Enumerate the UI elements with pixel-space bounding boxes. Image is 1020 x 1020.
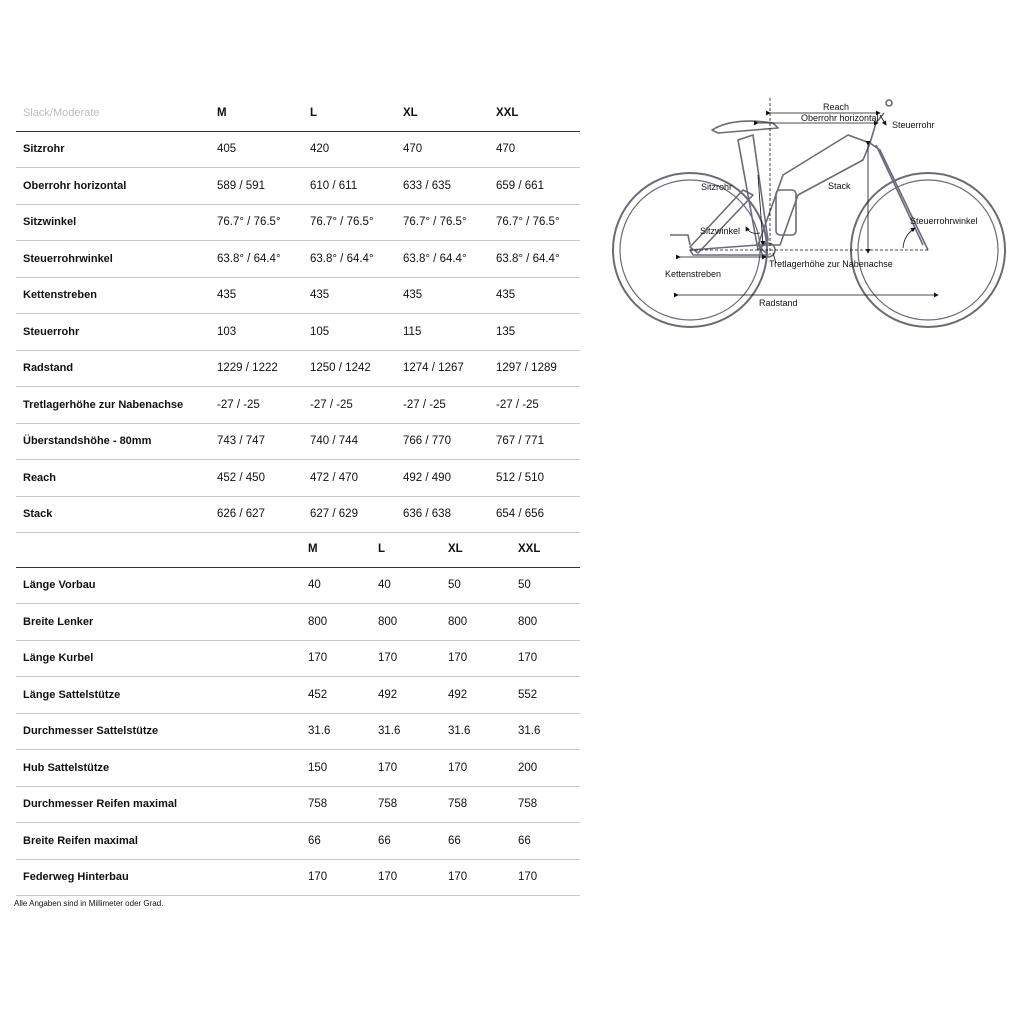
geometry-row bbox=[16, 387, 580, 424]
geometry-row bbox=[16, 168, 580, 205]
geometry-row bbox=[16, 241, 580, 278]
geometry-cell: 435 bbox=[310, 289, 330, 302]
components-body bbox=[16, 568, 580, 897]
label-reach: Reach bbox=[823, 102, 850, 112]
component-cell: 200 bbox=[518, 761, 538, 774]
geometry-variant-label: Slack/Moderate bbox=[23, 106, 100, 119]
geometry-row bbox=[16, 278, 580, 315]
components-table bbox=[16, 531, 580, 896]
component-cell: 66 bbox=[308, 834, 321, 847]
geometry-row-label: Steuerrohr bbox=[23, 325, 80, 338]
size-header-l: L bbox=[310, 106, 318, 119]
geometry-cell: 636 / 638 bbox=[403, 508, 451, 521]
bike-geometry-diagram bbox=[608, 95, 1008, 330]
component-cell: 150 bbox=[308, 761, 328, 774]
geometry-cell: 633 / 635 bbox=[403, 179, 451, 192]
geometry-row bbox=[16, 460, 580, 497]
geometry-row-label: Reach bbox=[23, 471, 57, 484]
component-cell: 758 bbox=[448, 798, 468, 811]
geometry-cell: 472 / 470 bbox=[310, 471, 358, 484]
comp-size-header-m: M bbox=[308, 542, 318, 555]
component-cell: 31.6 bbox=[448, 725, 471, 738]
component-cell: 66 bbox=[518, 834, 531, 847]
label-head-tube: Steuerrohr bbox=[892, 120, 935, 130]
geometry-row-label: Sitzrohr bbox=[23, 143, 65, 156]
geometry-cell: 105 bbox=[310, 325, 330, 338]
geometry-table bbox=[16, 95, 580, 533]
component-cell: 40 bbox=[308, 579, 321, 592]
comp-size-header-l: L bbox=[378, 542, 386, 555]
component-cell: 170 bbox=[308, 871, 328, 884]
geometry-row bbox=[16, 497, 580, 534]
comp-size-header-xl: XL bbox=[448, 542, 463, 555]
geometry-cell: 492 / 490 bbox=[403, 471, 451, 484]
geometry-cell: 405 bbox=[217, 143, 237, 156]
geometry-row-label: Steuerrohrwinkel bbox=[23, 252, 113, 265]
component-row-label: Federweg Hinterbau bbox=[23, 871, 129, 884]
component-cell: 758 bbox=[378, 798, 398, 811]
component-row-label: Länge Sattelstütze bbox=[23, 688, 121, 701]
component-cell: 170 bbox=[448, 871, 468, 884]
component-cell: 170 bbox=[378, 871, 398, 884]
geometry-cell: 654 / 656 bbox=[496, 508, 544, 521]
geometry-cell: -27 / -25 bbox=[496, 398, 539, 411]
component-cell: 31.6 bbox=[378, 725, 401, 738]
geometry-cell: 659 / 661 bbox=[496, 179, 544, 192]
geometry-cell: 627 / 629 bbox=[310, 508, 358, 521]
label-chainstay: Kettenstreben bbox=[665, 269, 722, 279]
geometry-cell: 767 / 771 bbox=[496, 435, 544, 448]
component-cell: 50 bbox=[518, 579, 531, 592]
geometry-row-label: Tretlagerhöhe zur Nabenachse bbox=[23, 398, 184, 411]
size-header-xxl: XXL bbox=[496, 106, 519, 119]
geometry-body bbox=[16, 132, 580, 534]
component-cell: 40 bbox=[378, 579, 391, 592]
component-cell: 800 bbox=[308, 615, 328, 628]
component-row-label: Breite Reifen maximal bbox=[23, 834, 138, 847]
component-cell: 170 bbox=[448, 652, 468, 665]
geometry-cell: 435 bbox=[496, 289, 516, 302]
geometry-cell: 435 bbox=[403, 289, 423, 302]
geometry-cell: 766 / 770 bbox=[403, 435, 451, 448]
geometry-cell: -27 / -25 bbox=[403, 398, 446, 411]
component-cell: 758 bbox=[308, 798, 328, 811]
geometry-cell: 512 / 510 bbox=[496, 471, 544, 484]
geometry-cell: 76.7° / 76.5° bbox=[217, 216, 281, 229]
component-cell: 552 bbox=[518, 688, 538, 701]
geometry-cell: 1229 / 1222 bbox=[217, 362, 278, 375]
component-cell: 492 bbox=[448, 688, 468, 701]
component-cell: 758 bbox=[518, 798, 538, 811]
component-cell: 170 bbox=[378, 761, 398, 774]
component-row-label: Durchmesser Sattelstütze bbox=[23, 725, 159, 738]
component-cell: 170 bbox=[518, 652, 538, 665]
components-header-row bbox=[16, 531, 580, 568]
geometry-cell: 626 / 627 bbox=[217, 508, 265, 521]
component-row bbox=[16, 714, 580, 751]
geometry-cell: 470 bbox=[403, 143, 423, 156]
geometry-row-label: Kettenstreben bbox=[23, 289, 97, 302]
geometry-cell: 610 / 611 bbox=[310, 179, 358, 192]
geometry-cell: 435 bbox=[217, 289, 237, 302]
component-row bbox=[16, 787, 580, 824]
component-cell: 66 bbox=[448, 834, 461, 847]
geometry-cell: 1297 / 1289 bbox=[496, 362, 557, 375]
geometry-cell: 63.8° / 64.4° bbox=[403, 252, 467, 265]
component-row bbox=[16, 750, 580, 787]
component-cell: 800 bbox=[448, 615, 468, 628]
geometry-row-label: Oberrohr horizontal bbox=[23, 179, 127, 192]
size-header-m: M bbox=[217, 106, 227, 119]
geometry-row-label: Stack bbox=[23, 508, 53, 521]
component-cell: 31.6 bbox=[308, 725, 331, 738]
component-cell: 170 bbox=[378, 652, 398, 665]
component-row bbox=[16, 823, 580, 860]
geometry-row-label: Sitzwinkel bbox=[23, 216, 77, 229]
component-row-label: Breite Lenker bbox=[23, 615, 94, 628]
geometry-row bbox=[16, 205, 580, 242]
label-bb-drop: Tretlagerhöhe zur Nabenachse bbox=[769, 259, 893, 269]
label-head-angle: Steuerrohrwinkel bbox=[910, 216, 978, 226]
geometry-cell: 63.8° / 64.4° bbox=[217, 252, 281, 265]
geometry-cell: 589 / 591 bbox=[217, 179, 265, 192]
component-row-label: Länge Kurbel bbox=[23, 652, 94, 665]
geometry-cell: 1250 / 1242 bbox=[310, 362, 371, 375]
geometry-cell: 740 / 744 bbox=[310, 435, 358, 448]
geometry-cell: 63.8° / 64.4° bbox=[496, 252, 560, 265]
geometry-cell: 1274 / 1267 bbox=[403, 362, 464, 375]
component-cell: 50 bbox=[448, 579, 461, 592]
comp-size-header-xxl: XXL bbox=[518, 542, 541, 555]
component-cell: 170 bbox=[308, 652, 328, 665]
component-row bbox=[16, 677, 580, 714]
geometry-cell: 420 bbox=[310, 143, 330, 156]
geometry-row bbox=[16, 424, 580, 461]
geometry-cell: 452 / 450 bbox=[217, 471, 265, 484]
component-cell: 170 bbox=[448, 761, 468, 774]
geometry-row-label: Radstand bbox=[23, 362, 74, 375]
component-cell: 170 bbox=[518, 871, 538, 884]
geometry-cell: -27 / -25 bbox=[310, 398, 353, 411]
component-row bbox=[16, 641, 580, 678]
component-cell: 492 bbox=[378, 688, 398, 701]
label-top-tube: Oberrohr horizontal bbox=[801, 113, 879, 123]
geometry-row bbox=[16, 351, 580, 388]
geometry-cell: -27 / -25 bbox=[217, 398, 260, 411]
component-cell: 452 bbox=[308, 688, 328, 701]
geometry-cell: 115 bbox=[403, 325, 422, 338]
component-row bbox=[16, 860, 580, 897]
geometry-cell: 76.7° / 76.5° bbox=[496, 216, 560, 229]
geometry-cell: 743 / 747 bbox=[217, 435, 265, 448]
component-cell: 800 bbox=[518, 615, 538, 628]
label-seat-angle: Sitzwinkel bbox=[700, 226, 741, 236]
geometry-row-label: Überstandshöhe - 80mm bbox=[23, 435, 152, 448]
geometry-cell: 76.7° / 76.5° bbox=[310, 216, 374, 229]
geometry-row bbox=[16, 132, 580, 169]
label-wheelbase: Radstand bbox=[759, 298, 798, 308]
geometry-cell: 76.7° / 76.5° bbox=[403, 216, 467, 229]
label-seat-tube: Sitzrohr bbox=[701, 182, 733, 192]
component-row bbox=[16, 568, 580, 605]
footnote: Alle Angaben sind in Millimeter oder Grad. bbox=[14, 899, 164, 908]
geometry-cell: 470 bbox=[496, 143, 516, 156]
geometry-cell: 103 bbox=[217, 325, 237, 338]
component-row bbox=[16, 604, 580, 641]
geometry-header-row bbox=[16, 95, 580, 132]
geometry-row bbox=[16, 314, 580, 351]
component-cell: 31.6 bbox=[518, 725, 541, 738]
geometry-cell: 135 bbox=[496, 325, 516, 338]
component-cell: 66 bbox=[378, 834, 391, 847]
size-header-xl: XL bbox=[403, 106, 418, 119]
component-row-label: Durchmesser Reifen maximal bbox=[23, 798, 178, 811]
label-stack: Stack bbox=[828, 181, 851, 191]
component-cell: 800 bbox=[378, 615, 398, 628]
geometry-cell: 63.8° / 64.4° bbox=[310, 252, 374, 265]
component-row-label: Hub Sattelstütze bbox=[23, 761, 110, 774]
component-row-label: Länge Vorbau bbox=[23, 579, 96, 592]
